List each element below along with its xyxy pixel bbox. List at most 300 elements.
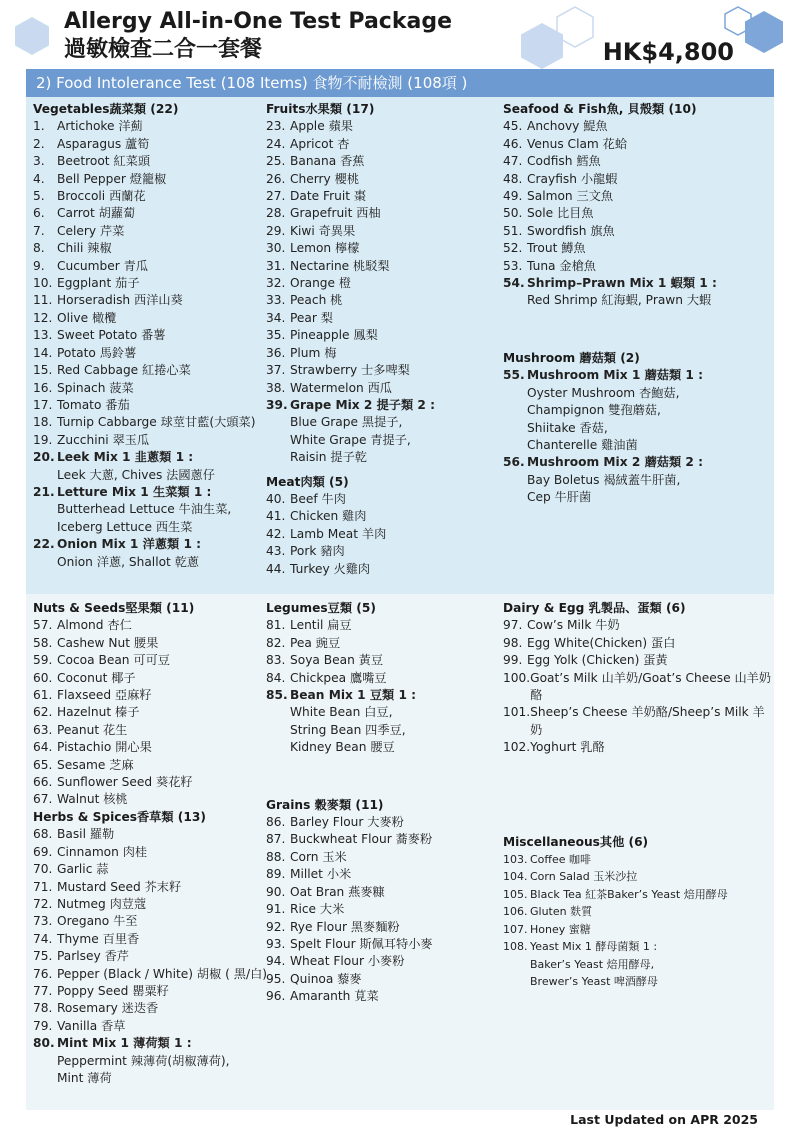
list-item	[266, 223, 506, 240]
title-chinese: 過敏檢查二合一套餐	[64, 37, 263, 62]
item-text: Barley Flour 大麥粉	[290, 815, 404, 830]
item-text: Strawberry 士多啤梨	[290, 363, 410, 378]
item-subtext: Raisin 提子乾	[290, 450, 367, 465]
list-item	[33, 345, 273, 362]
list-item	[503, 670, 773, 705]
item-number: 81.	[266, 618, 286, 633]
item-text: Cinnamon 肉桂	[57, 844, 148, 859]
column-1	[33, 600, 273, 1101]
item-number: 22.	[33, 537, 55, 552]
item-number: 77.	[33, 983, 53, 998]
item-number: 57.	[33, 618, 53, 633]
item-subtext: White Grape 青提子,	[290, 432, 411, 447]
item-number: 41.	[266, 509, 286, 524]
item-text: Nutmeg 肉荳蔻	[57, 896, 147, 911]
item-number: 35.	[266, 328, 286, 343]
item-number: 37.	[266, 363, 286, 378]
item-text: Yeast Mix 1 酵母菌類 1 :	[530, 940, 658, 954]
item-number: 96.	[266, 989, 286, 1004]
list-item	[503, 868, 773, 885]
item-text: Parlsey 香芹	[57, 949, 129, 964]
list-item	[266, 240, 506, 257]
list-item	[33, 826, 273, 843]
list-item	[33, 310, 273, 327]
item-number: 75.	[33, 949, 53, 964]
item-text: Poppy Seed 罌粟籽	[57, 983, 169, 998]
category-section	[503, 834, 773, 991]
item-text: Peanut 花生	[57, 722, 128, 737]
item-number: 7.	[33, 223, 45, 238]
item-number: 4.	[33, 171, 45, 186]
item-number: 11.	[33, 293, 53, 308]
item-text: Coffee 咖啡	[530, 853, 592, 867]
item-number: 50.	[503, 206, 523, 221]
list-item	[33, 449, 273, 466]
list-item	[33, 1000, 273, 1017]
item-text: Sole 比目魚	[527, 206, 594, 221]
item-text: Chili 辣椒	[57, 241, 112, 256]
item-number: 63.	[33, 722, 53, 737]
item-number: 95.	[266, 971, 286, 986]
category-title: Legumes豆類 (5)	[266, 601, 376, 615]
item-number: 55.	[503, 368, 525, 383]
list-item	[503, 454, 768, 471]
last-updated: Last Updated on APR 2025	[570, 1112, 758, 1127]
item-text: Spinach 菠菜	[57, 380, 134, 395]
item-text: Chicken 雞肉	[290, 509, 367, 524]
item-text: Soya Bean 黃豆	[290, 653, 384, 668]
item-number: 10.	[33, 276, 53, 291]
list-item	[266, 670, 506, 687]
item-number: 51.	[503, 223, 523, 238]
item-number: 34.	[266, 310, 286, 325]
item-text: Corn Salad 玉米沙拉	[530, 870, 638, 884]
item-number: 59.	[33, 653, 53, 668]
item-text: Egg White(Chicken) 蛋白	[527, 635, 676, 650]
item-text: Horseradish 西洋山葵	[57, 293, 183, 308]
column-3	[503, 600, 773, 1004]
list-item	[266, 901, 506, 918]
list-item	[266, 380, 506, 397]
panel-bottom	[26, 594, 774, 1110]
item-subtext: Brewer’s Yeast 啤酒酵母	[530, 974, 658, 988]
list-item	[33, 913, 273, 930]
list-item	[503, 704, 773, 739]
list-item	[503, 153, 768, 170]
section-header: 2) Food Intolerance Test (108 Items) 食物不耐檢測 (108項 )	[26, 69, 774, 97]
item-number: 68.	[33, 827, 53, 842]
list-item	[33, 635, 273, 652]
list-item	[33, 879, 273, 896]
column-2	[266, 600, 506, 1020]
item-number: 53.	[503, 258, 523, 273]
list-item	[266, 617, 506, 634]
item-text: Red Cabbage 紅捲心菜	[57, 363, 191, 378]
item-text: Cherry 櫻桃	[290, 171, 360, 186]
list-item	[33, 791, 273, 808]
category-section	[266, 797, 506, 1006]
list-item	[33, 739, 273, 756]
item-number: 80.	[33, 1036, 55, 1051]
item-text: Wheat Flour 小麥粉	[290, 954, 405, 969]
item-number: 61.	[33, 688, 53, 703]
list-item	[33, 223, 273, 240]
category-title: Nuts & Seeds堅果類 (11)	[33, 601, 195, 615]
list-item	[266, 526, 506, 543]
item-text: Rosemary 迷迭香	[57, 1001, 159, 1016]
list-item	[503, 258, 768, 275]
list-item	[266, 543, 506, 560]
item-text: Mint Mix 1 薄荷類 1 :	[57, 1036, 192, 1051]
category-section	[33, 809, 273, 1088]
hexagon-decoration-icon	[744, 10, 784, 54]
item-text: Buckwheat Flour 蕎麥粉	[290, 832, 433, 847]
item-number: 6.	[33, 206, 45, 221]
item-number: 16.	[33, 380, 53, 395]
list-item	[33, 240, 273, 257]
category-title: Herbs & Spices香草類 (13)	[33, 809, 206, 824]
item-number: 28.	[266, 206, 286, 221]
item-number: 66.	[33, 775, 53, 790]
list-item	[33, 617, 273, 634]
list-item	[266, 866, 506, 883]
list-item	[266, 188, 506, 205]
list-item	[33, 948, 273, 965]
item-number: 76.	[33, 966, 53, 981]
item-number: 79.	[33, 1018, 53, 1033]
item-number: 42.	[266, 526, 286, 541]
item-text: Kiwi 奇異果	[290, 223, 356, 238]
item-text: Pear 梨	[290, 310, 333, 325]
item-text: Oregano 牛至	[57, 914, 138, 929]
item-text: Corn 玉米	[290, 849, 347, 864]
list-item	[33, 1018, 273, 1035]
item-number: 83.	[266, 653, 286, 668]
item-text: Thyme 百里香	[57, 931, 140, 946]
item-subtext: Onion 洋蔥, Shallot 乾蔥	[57, 554, 200, 569]
item-text: Tuna 金槍魚	[527, 258, 596, 273]
list-item	[33, 861, 273, 878]
item-subtext: Red Shrimp 紅海蝦, Prawn 大蝦	[527, 293, 712, 308]
item-number: 36.	[266, 345, 286, 360]
item-text: Black Tea 紅茶Baker’s Yeast 焙用酵母	[530, 887, 728, 901]
category-title: Seafood & Fish魚, 貝殼類 (10)	[503, 102, 697, 116]
item-number: 73.	[33, 914, 53, 929]
item-number: 23.	[266, 119, 286, 134]
item-number: 87.	[266, 832, 286, 847]
list-item	[266, 988, 506, 1005]
item-number: 99.	[503, 653, 523, 668]
item-subtext: Chanterelle 雞油菌	[527, 437, 638, 452]
item-number: 19.	[33, 432, 53, 447]
item-text: Rye Flour 黑麥麵粉	[290, 919, 400, 934]
item-number: 69.	[33, 844, 53, 859]
item-text: Celery 芹菜	[57, 223, 125, 238]
item-number: 9.	[33, 258, 45, 273]
item-number: 29.	[266, 223, 286, 238]
item-text: Plum 梅	[290, 345, 337, 360]
item-number: 32.	[266, 276, 286, 291]
list-item	[33, 292, 273, 309]
column-2	[266, 101, 506, 592]
item-text: Turnip Cabbarge 球莖甘藍(大頭菜)	[57, 415, 256, 430]
list-item	[266, 953, 506, 970]
item-number: 105.	[503, 887, 528, 901]
list-item	[503, 240, 768, 257]
title-english: Allergy All-in-One Test Package	[64, 9, 452, 34]
item-text: Anchovy 鯷魚	[527, 119, 608, 134]
item-text: Amaranth 莧菜	[290, 989, 379, 1004]
item-text: Cow’s Milk 牛奶	[527, 618, 620, 633]
list-item	[33, 652, 273, 669]
item-number: 101.	[503, 705, 531, 720]
list-item	[266, 292, 506, 309]
item-number: 33.	[266, 293, 286, 308]
list-item	[266, 397, 506, 414]
category-section	[33, 600, 273, 809]
item-text: Goat’s Milk 山羊奶/Goat’s Cheese 山羊奶酪	[530, 670, 772, 703]
item-subtext: Kidney Bean 腰豆	[290, 740, 395, 755]
item-number: 78.	[33, 1001, 53, 1016]
category-section	[503, 101, 768, 310]
item-subtext: Iceberg Lettuce 西生菜	[57, 519, 193, 534]
item-number: 46.	[503, 136, 523, 151]
item-number: 47.	[503, 154, 523, 169]
list-item	[33, 757, 273, 774]
item-number: 38.	[266, 380, 286, 395]
item-text: Pork 豬肉	[290, 544, 345, 559]
item-text: Millet 小米	[290, 867, 352, 882]
item-number: 88.	[266, 849, 286, 864]
item-subtext: Peppermint 辣薄荷(胡椒薄荷),	[57, 1053, 230, 1068]
list-item	[266, 136, 506, 153]
item-text: Zucchini 翠玉瓜	[57, 432, 150, 447]
item-number: 62.	[33, 705, 53, 720]
category-title: Grains 穀麥類 (11)	[266, 797, 384, 812]
item-text: Chickpea 鷹嘴豆	[290, 670, 387, 685]
item-text: Lamb Meat 羊肉	[290, 526, 387, 541]
category-title: Vegetables蔬菜類 (22)	[33, 102, 179, 116]
item-text: Rice 大米	[290, 902, 345, 917]
item-text: Peach 桃	[290, 293, 343, 308]
list-item	[33, 171, 273, 188]
list-item	[33, 397, 273, 414]
item-text: Onion Mix 1 洋蔥類 1 :	[57, 537, 202, 552]
item-text: Watermelon 西瓜	[290, 380, 392, 395]
list-item	[503, 903, 773, 920]
item-number: 71.	[33, 879, 53, 894]
package-price: HK$4,800	[602, 38, 734, 66]
item-text: Pineapple 鳳梨	[290, 328, 378, 343]
list-item	[33, 704, 273, 721]
category-section	[33, 101, 273, 571]
item-text: Mushroom Mix 2 蘑菇類 2 :	[527, 455, 703, 470]
item-subtext: Cep 牛肝菌	[527, 490, 592, 505]
list-item	[33, 931, 273, 948]
list-item	[266, 561, 506, 578]
item-number: 14.	[33, 345, 53, 360]
list-item	[266, 118, 506, 135]
item-number: 44.	[266, 561, 286, 576]
list-item	[503, 171, 768, 188]
list-item	[33, 536, 273, 553]
list-item	[503, 223, 768, 240]
item-number: 56.	[503, 455, 525, 470]
item-number: 17.	[33, 397, 53, 412]
item-number: 49.	[503, 189, 523, 204]
item-number: 108.	[503, 940, 528, 954]
item-subtext: Oyster Mushroom 杏鮑菇,	[527, 385, 680, 400]
item-text: Sunflower Seed 葵花籽	[57, 775, 193, 790]
list-item	[33, 844, 273, 861]
item-number: 18.	[33, 415, 53, 430]
list-item	[266, 310, 506, 327]
item-number: 13.	[33, 328, 53, 343]
category-title: Miscellaneous其他 (6)	[503, 834, 649, 849]
item-text: Salmon 三文魚	[527, 189, 614, 204]
page-title	[64, 8, 452, 64]
item-text: Swordfish 旗魚	[527, 223, 615, 238]
column-1	[33, 101, 273, 585]
item-text: Turkey 火雞肉	[290, 561, 371, 576]
item-subtext: White Bean 白豆,	[290, 705, 393, 720]
item-number: 60.	[33, 670, 53, 685]
item-number: 70.	[33, 862, 53, 877]
item-number: 72.	[33, 896, 53, 911]
list-item	[266, 687, 506, 704]
list-item	[503, 118, 768, 135]
category-title: Fruits水果類 (17)	[266, 102, 375, 116]
list-item	[33, 118, 273, 135]
item-number: 64.	[33, 740, 53, 755]
item-number: 15.	[33, 363, 53, 378]
item-number: 106.	[503, 905, 528, 919]
item-text: Beetroot 紅菜頭	[57, 154, 151, 169]
item-text: Cocoa Bean 可可豆	[57, 653, 170, 668]
item-text: Sheep’s Cheese 羊奶酪/Sheep’s Milk 羊奶	[530, 705, 765, 737]
item-text: Cashew Nut 腰果	[57, 635, 159, 650]
item-number: 27.	[266, 189, 286, 204]
item-text: Lentil 扁豆	[290, 618, 352, 633]
list-item	[33, 687, 273, 704]
item-text: Almond 杏仁	[57, 618, 132, 633]
list-item	[33, 774, 273, 791]
list-item	[33, 362, 273, 379]
list-item	[503, 938, 773, 955]
list-item	[33, 1035, 273, 1052]
item-text: Olive 橄欖	[57, 310, 117, 325]
item-number: 12.	[33, 310, 53, 325]
item-text: Flaxseed 亞麻籽	[57, 688, 152, 703]
item-number: 31.	[266, 258, 286, 273]
list-item	[33, 205, 273, 222]
list-item	[266, 327, 506, 344]
list-item	[503, 886, 773, 903]
item-text: Orange 橙	[290, 276, 352, 291]
list-item	[33, 722, 273, 739]
item-number: 30.	[266, 241, 286, 256]
list-item	[266, 508, 506, 525]
item-text: Egg Yolk (Chicken) 蛋黃	[527, 653, 668, 668]
item-text: Artichoke 洋薊	[57, 119, 143, 134]
item-text: Vanilla 香草	[57, 1018, 126, 1033]
item-text: Lemon 檸檬	[290, 241, 360, 256]
list-item	[33, 670, 273, 687]
item-subtext: Blue Grape 黑提子,	[290, 415, 403, 430]
item-text: Coconut 椰子	[57, 670, 136, 685]
list-item	[503, 367, 768, 384]
item-text: Codfish 鱈魚	[527, 154, 601, 169]
hexagon-decoration-icon	[556, 6, 594, 48]
item-number: 48.	[503, 171, 523, 186]
item-text: Apple 蘋果	[290, 119, 353, 134]
item-number: 102.	[503, 740, 531, 755]
item-text: Date Fruit 棗	[290, 189, 367, 204]
list-item	[266, 919, 506, 936]
list-item	[503, 136, 768, 153]
list-item	[33, 380, 273, 397]
item-subtext: Mint 薄荷	[57, 1070, 112, 1085]
item-number: 107.	[503, 922, 528, 936]
item-text: Mushroom Mix 1 蘑菇類 1 :	[527, 368, 703, 383]
item-number: 25.	[266, 154, 286, 169]
list-item	[266, 814, 506, 831]
list-item	[266, 652, 506, 669]
item-text: Hazelnut 榛子	[57, 705, 140, 720]
item-subtext: Shiitake 香菇,	[527, 420, 608, 435]
list-item	[266, 153, 506, 170]
item-text: Tomato 番茄	[57, 397, 130, 412]
item-subtext: Leek 大蔥, Chives 法國蔥仔	[57, 467, 215, 482]
item-number: 94.	[266, 954, 286, 969]
category-section	[266, 600, 506, 757]
item-number: 67.	[33, 792, 53, 807]
item-number: 52.	[503, 241, 523, 256]
item-text: Honey 蜜糖	[530, 922, 591, 936]
item-text: Nectarine 桃駁梨	[290, 258, 390, 273]
list-item	[266, 205, 506, 222]
list-item	[33, 414, 273, 431]
list-item	[33, 136, 273, 153]
list-item	[33, 258, 273, 275]
item-text: Leek Mix 1 韭蔥類 1 :	[57, 450, 194, 465]
item-text: Banana 香蕉	[290, 154, 365, 169]
list-item	[266, 362, 506, 379]
category-section	[503, 350, 768, 507]
item-text: Walnut 核桃	[57, 792, 128, 807]
list-item	[503, 617, 773, 634]
list-item	[266, 345, 506, 362]
item-text: Basil 羅勒	[57, 827, 115, 842]
item-text: Beef 牛肉	[290, 491, 346, 506]
panel-top	[26, 97, 774, 594]
item-subtext: String Bean 四季豆,	[290, 722, 406, 737]
list-item	[266, 971, 506, 988]
list-item	[503, 739, 773, 756]
item-number: 54.	[503, 276, 525, 291]
item-number: 84.	[266, 670, 286, 685]
list-item	[503, 652, 773, 669]
item-text: Venus Clam 花蛤	[527, 136, 628, 151]
list-item	[33, 327, 273, 344]
item-number: 5.	[33, 189, 45, 204]
list-item	[266, 275, 506, 292]
item-text: Garlic 蒜	[57, 862, 109, 877]
list-item	[266, 491, 506, 508]
item-number: 58.	[33, 635, 53, 650]
item-text: Crayfish 小龍蝦	[527, 171, 618, 186]
item-number: 43.	[266, 544, 286, 559]
